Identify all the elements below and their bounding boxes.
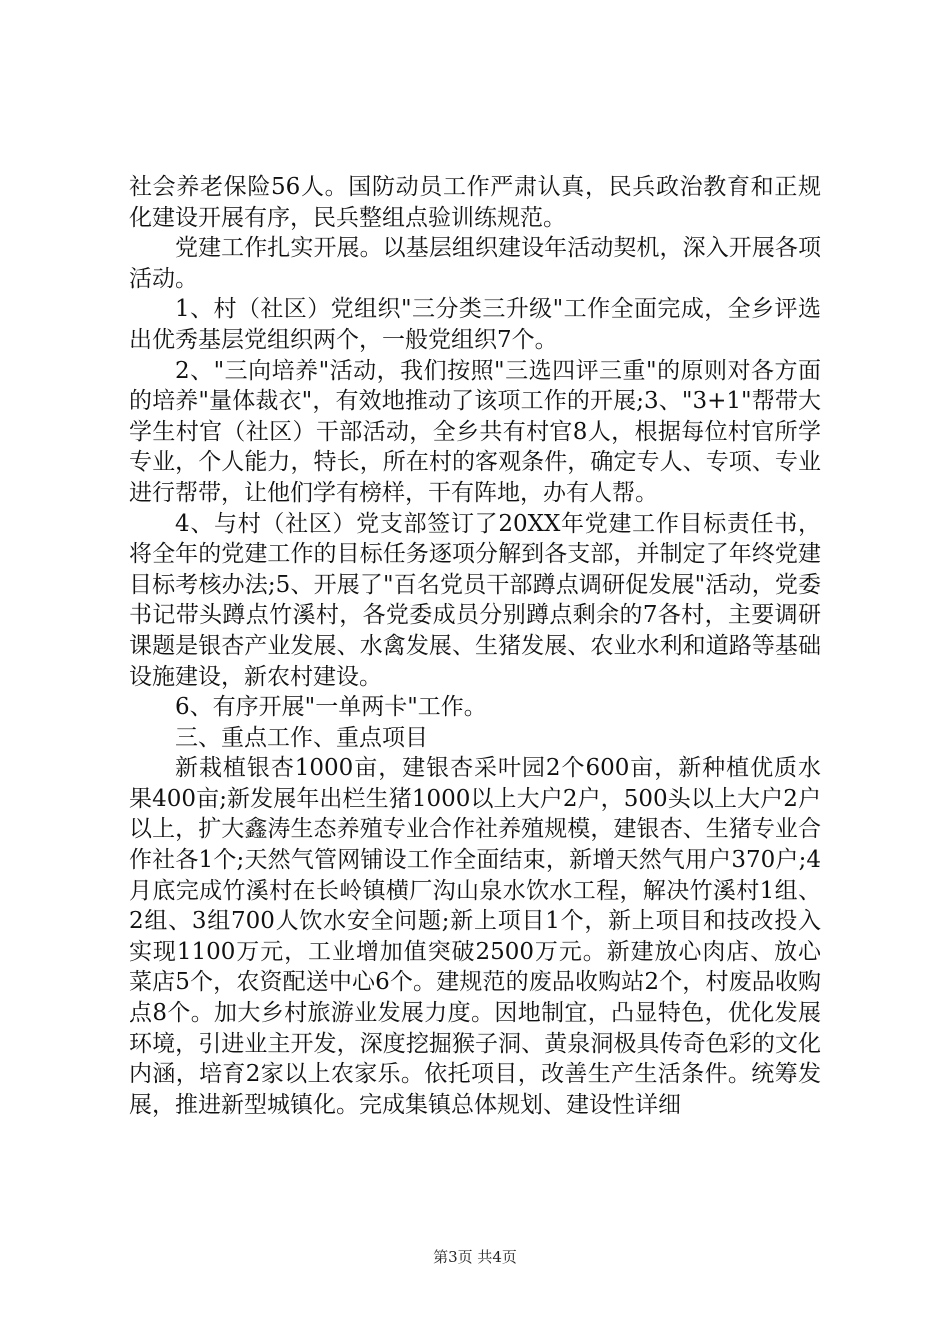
paragraph-item-4-5: 4、与村（社区）党支部签订了20XX年党建工作目标责任书，将全年的党建工作的目标任务逐项分解到各支部，并制定了年终党建目标考核办法;5、开展了"百名党员干部蹲点调研促发展"活动，党委书记带头蹲点竹溪村，各党委成员分别蹲点剩余的7各村，主要调研课题是银杏产业发展、水禽发展、生猪发展、农业水利和道路等基础设施建设，新农村建设。 xyxy=(129,510,821,690)
paragraph-party-building: 党建工作扎实开展。以基层组织建设年活动契机，深入开展各项活动。 xyxy=(129,235,821,292)
document-body xyxy=(129,172,821,1120)
paragraph-item-1: 1、村（社区）党组织"三分类三升级"工作全面完成，全乡评选出优秀基层党组织两个，一般党组织7个。 xyxy=(129,296,821,353)
paragraph-item-6: 6、有序开展"一单两卡"工作。 xyxy=(175,694,487,721)
paragraph-continued: 社会养老保险56人。国防动员工作严肃认真，民兵政治教育和正规化建设开展有序，民兵整组点验训练规范。 xyxy=(129,174,821,231)
paragraph-key-projects: 新栽植银杏1000亩，建银杏采叶园2个600亩，新种植优质水果400亩;新发展年出栏生猪1000以上大户2户，500头以上大户2户以上，扩大鑫涛生态养殖专业合作社养殖规模，建银杏、生猪专业合作社各1个;天然气管网铺设工作全面结束，新增天然气用户370户;4月底完成竹溪村在长岭镇横厂沟山泉水饮水工程，解决竹溪村1组、2组、3组700人饮水安全问题;新上项目1个，新上项目和技改投入实现1100万元，工业增加值突破2500万元。新建放心肉店、放心菜店5个，农资配送中心6个。建规范的废品收购站2个，村废品收购点8个。加大乡村旅游业发展力度。因地制宜，凸显特色，优化发展环境，引进业主开发，深度挖掘猴子洞、黄泉洞极具传奇色彩的文化内涵，培育2家以上农家乐。依托项目，改善生产生活条件。统筹发展，推进新型城镇化。完成集镇总体规划、建设性详细 xyxy=(129,755,821,1118)
section-heading-key-work: 三、重点工作、重点项目 xyxy=(175,724,428,751)
paragraph-item-2-3: 2、"三向培养"活动，我们按照"三选四评三重"的原则对各方面的培养"量体裁衣"，有效地推动了该项工作的开展;3、"3+1"帮带大学生村官（社区）干部活动，全乡共有村官8人，根据每位村官所学专业，个人能力，特长，所在村的客观条件，确定专人、专项、专业进行帮带，让他们学有榜样，干有阵地，办有人帮。 xyxy=(129,357,821,506)
page-number-footer: 第3页 共4页 xyxy=(433,1248,517,1266)
